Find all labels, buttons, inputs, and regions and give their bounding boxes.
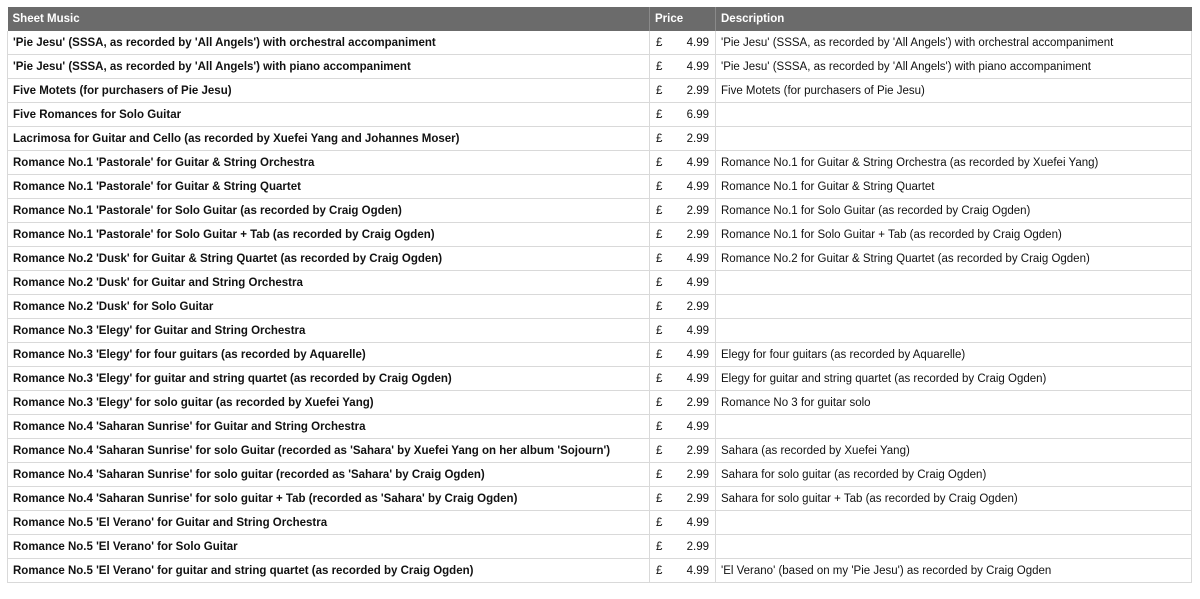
price-cell	[650, 199, 716, 223]
sheet-music-title-cell[interactable]: Five Romances for Solo Guitar	[8, 103, 650, 127]
price-amount: 4.99	[686, 324, 709, 337]
price-amount: 4.99	[686, 276, 709, 289]
table-row[interactable]	[8, 271, 1192, 295]
sheet-music-title-cell[interactable]: Romance No.3 'Elegy' for guitar and string quartet (as recorded by Craig Ogden)	[8, 367, 650, 391]
price-cell	[650, 559, 716, 583]
price-cell	[650, 463, 716, 487]
description-cell	[716, 319, 1192, 343]
price-cell	[650, 391, 716, 415]
price-amount: 2.99	[686, 468, 709, 481]
description-cell	[716, 295, 1192, 319]
price-amount: 2.99	[686, 540, 709, 553]
table-row[interactable]	[8, 31, 1192, 55]
sheet-music-title-cell[interactable]: Romance No.5 'El Verano' for Solo Guitar	[8, 535, 650, 559]
price-cell	[650, 127, 716, 151]
price-amount: 2.99	[686, 300, 709, 313]
currency-symbol: £	[656, 300, 663, 313]
price-cell	[650, 295, 716, 319]
price-cell	[650, 175, 716, 199]
description-cell: Elegy for four guitars (as recorded by Aquarelle)	[716, 343, 1192, 367]
price-amount: 4.99	[686, 180, 709, 193]
price-cell	[650, 439, 716, 463]
price-amount: 2.99	[686, 228, 709, 241]
description-cell: Romance No 3 for guitar solo	[716, 391, 1192, 415]
price-amount: 4.99	[686, 564, 709, 577]
currency-symbol: £	[656, 420, 663, 433]
sheet-music-title-cell[interactable]: Romance No.5 'El Verano' for Guitar and String Orchestra	[8, 511, 650, 535]
table-row[interactable]	[8, 127, 1192, 151]
header-row	[8, 7, 1192, 31]
price-amount: 4.99	[686, 516, 709, 529]
currency-symbol: £	[656, 564, 663, 577]
sheet-music-table	[7, 7, 1192, 583]
description-cell: 'El Verano' (based on my 'Pie Jesu') as recorded by Craig Ogden	[716, 559, 1192, 583]
currency-symbol: £	[656, 396, 663, 409]
price-cell	[650, 247, 716, 271]
price-cell	[650, 151, 716, 175]
description-cell: Sahara (as recorded by Xuefei Yang)	[716, 439, 1192, 463]
price-cell	[650, 271, 716, 295]
sheet-music-title-cell[interactable]: Romance No.4 'Saharan Sunrise' for solo guitar + Tab (recorded as 'Sahara' by Craig Ogden)	[8, 487, 650, 511]
sheet-music-title-cell[interactable]: Romance No.3 'Elegy' for Guitar and String Orchestra	[8, 319, 650, 343]
table-row[interactable]	[8, 559, 1192, 583]
table-row[interactable]	[8, 319, 1192, 343]
table-row[interactable]	[8, 367, 1192, 391]
table-body	[8, 31, 1192, 583]
price-cell	[650, 511, 716, 535]
column-header-description[interactable]: Description	[716, 7, 1192, 31]
price-amount: 4.99	[686, 372, 709, 385]
price-cell	[650, 343, 716, 367]
currency-symbol: £	[656, 492, 663, 505]
table-row[interactable]	[8, 79, 1192, 103]
description-cell: Elegy for guitar and string quartet (as recorded by Craig Ogden)	[716, 367, 1192, 391]
currency-symbol: £	[656, 132, 663, 145]
price-cell	[650, 487, 716, 511]
description-cell	[716, 103, 1192, 127]
currency-symbol: £	[656, 540, 663, 553]
table-row[interactable]	[8, 391, 1192, 415]
price-cell	[650, 79, 716, 103]
currency-symbol: £	[656, 60, 663, 73]
currency-symbol: £	[656, 276, 663, 289]
description-cell: Romance No.1 for Guitar & String Quartet	[716, 175, 1192, 199]
currency-symbol: £	[656, 228, 663, 241]
description-cell: 'Pie Jesu' (SSSA, as recorded by 'All Angels') with orchestral accompaniment	[716, 31, 1192, 55]
table-row[interactable]	[8, 151, 1192, 175]
price-cell	[650, 31, 716, 55]
sheet-music-title-cell[interactable]: Romance No.2 'Dusk' for Guitar and String Orchestra	[8, 271, 650, 295]
sheet-music-title-cell[interactable]: Romance No.2 'Dusk' for Guitar & String Quartet (as recorded by Craig Ogden)	[8, 247, 650, 271]
table-header	[8, 7, 1192, 31]
price-amount: 2.99	[686, 204, 709, 217]
description-cell	[716, 535, 1192, 559]
description-cell: Romance No.1 for Guitar & String Orchestra (as recorded by Xuefei Yang)	[716, 151, 1192, 175]
column-header-price[interactable]: Price	[650, 7, 716, 31]
table-row[interactable]	[8, 487, 1192, 511]
description-cell	[716, 271, 1192, 295]
price-amount: 4.99	[686, 252, 709, 265]
table-row[interactable]	[8, 55, 1192, 79]
currency-symbol: £	[656, 348, 663, 361]
table-row[interactable]	[8, 343, 1192, 367]
sheet-music-title-cell[interactable]: Romance No.1 'Pastorale' for Solo Guitar + Tab (as recorded by Craig Ogden)	[8, 223, 650, 247]
description-cell: Five Motets (for purchasers of Pie Jesu)	[716, 79, 1192, 103]
column-header-sheet-music[interactable]: Sheet Music	[8, 7, 650, 31]
description-cell: Sahara for solo guitar (as recorded by Craig Ogden)	[716, 463, 1192, 487]
description-cell: Romance No.1 for Solo Guitar (as recorded by Craig Ogden)	[716, 199, 1192, 223]
currency-symbol: £	[656, 516, 663, 529]
sheet-music-title-cell[interactable]: Romance No.1 'Pastorale' for Solo Guitar (as recorded by Craig Ogden)	[8, 199, 650, 223]
table-row[interactable]	[8, 223, 1192, 247]
table-row[interactable]	[8, 247, 1192, 271]
price-amount: 2.99	[686, 396, 709, 409]
sheet-music-title-cell[interactable]: Lacrimosa for Guitar and Cello (as recorded by Xuefei Yang and Johannes Moser)	[8, 127, 650, 151]
price-cell	[650, 223, 716, 247]
description-cell	[716, 415, 1192, 439]
price-amount: 4.99	[686, 420, 709, 433]
sheet-music-title-cell[interactable]: Romance No.4 'Saharan Sunrise' for solo guitar (recorded as 'Sahara' by Craig Ogden)	[8, 463, 650, 487]
price-cell	[650, 103, 716, 127]
price-amount: 2.99	[686, 444, 709, 457]
sheet-music-title-cell[interactable]: Romance No.3 'Elegy' for solo guitar (as recorded by Xuefei Yang)	[8, 391, 650, 415]
currency-symbol: £	[656, 180, 663, 193]
table-row[interactable]	[8, 415, 1192, 439]
table-row[interactable]	[8, 511, 1192, 535]
sheet-music-table-container	[7, 7, 1191, 583]
table-row[interactable]	[8, 103, 1192, 127]
description-cell	[716, 127, 1192, 151]
sheet-music-title-cell[interactable]: Romance No.4 'Saharan Sunrise' for solo Guitar (recorded as 'Sahara' by Xuefei Yang on her album 'Sojourn')	[8, 439, 650, 463]
sheet-music-title-cell[interactable]: Romance No.1 'Pastorale' for Guitar & String Quartet	[8, 175, 650, 199]
sheet-music-title-cell[interactable]: 'Pie Jesu' (SSSA, as recorded by 'All Angels') with piano accompaniment	[8, 55, 650, 79]
currency-symbol: £	[656, 36, 663, 49]
currency-symbol: £	[656, 84, 663, 97]
table-row[interactable]	[8, 439, 1192, 463]
currency-symbol: £	[656, 372, 663, 385]
description-cell: Romance No.1 for Solo Guitar + Tab (as recorded by Craig Ogden)	[716, 223, 1192, 247]
price-amount: 4.99	[686, 60, 709, 73]
price-amount: 2.99	[686, 492, 709, 505]
description-cell: Romance No.2 for Guitar & String Quartet (as recorded by Craig Ogden)	[716, 247, 1192, 271]
price-amount: 2.99	[686, 132, 709, 145]
sheet-music-title-cell[interactable]: 'Pie Jesu' (SSSA, as recorded by 'All Angels') with orchestral accompaniment	[8, 31, 650, 55]
price-amount: 2.99	[686, 84, 709, 97]
price-cell	[650, 367, 716, 391]
price-cell	[650, 55, 716, 79]
table-row[interactable]	[8, 535, 1192, 559]
currency-symbol: £	[656, 108, 663, 121]
sheet-music-title-cell[interactable]: Romance No.1 'Pastorale' for Guitar & String Orchestra	[8, 151, 650, 175]
table-row[interactable]	[8, 199, 1192, 223]
table-row[interactable]	[8, 295, 1192, 319]
price-cell	[650, 319, 716, 343]
sheet-music-title-cell[interactable]: Romance No.4 'Saharan Sunrise' for Guitar and String Orchestra	[8, 415, 650, 439]
price-amount: 4.99	[686, 348, 709, 361]
price-cell	[650, 535, 716, 559]
price-amount: 4.99	[686, 156, 709, 169]
description-cell: Sahara for solo guitar + Tab (as recorded by Craig Ogden)	[716, 487, 1192, 511]
sheet-music-title-cell[interactable]: Romance No.3 'Elegy' for four guitars (as recorded by Aquarelle)	[8, 343, 650, 367]
description-cell: 'Pie Jesu' (SSSA, as recorded by 'All Angels') with piano accompaniment	[716, 55, 1192, 79]
currency-symbol: £	[656, 204, 663, 217]
currency-symbol: £	[656, 468, 663, 481]
price-cell	[650, 415, 716, 439]
currency-symbol: £	[656, 156, 663, 169]
sheet-music-title-cell[interactable]: Five Motets (for purchasers of Pie Jesu)	[8, 79, 650, 103]
currency-symbol: £	[656, 324, 663, 337]
currency-symbol: £	[656, 444, 663, 457]
sheet-music-title-cell[interactable]: Romance No.2 'Dusk' for Solo Guitar	[8, 295, 650, 319]
description-cell	[716, 511, 1192, 535]
price-amount: 4.99	[686, 36, 709, 49]
table-row[interactable]	[8, 175, 1192, 199]
table-row[interactable]	[8, 463, 1192, 487]
price-amount: 6.99	[686, 108, 709, 121]
sheet-music-title-cell[interactable]: Romance No.5 'El Verano' for guitar and string quartet (as recorded by Craig Ogden)	[8, 559, 650, 583]
currency-symbol: £	[656, 252, 663, 265]
